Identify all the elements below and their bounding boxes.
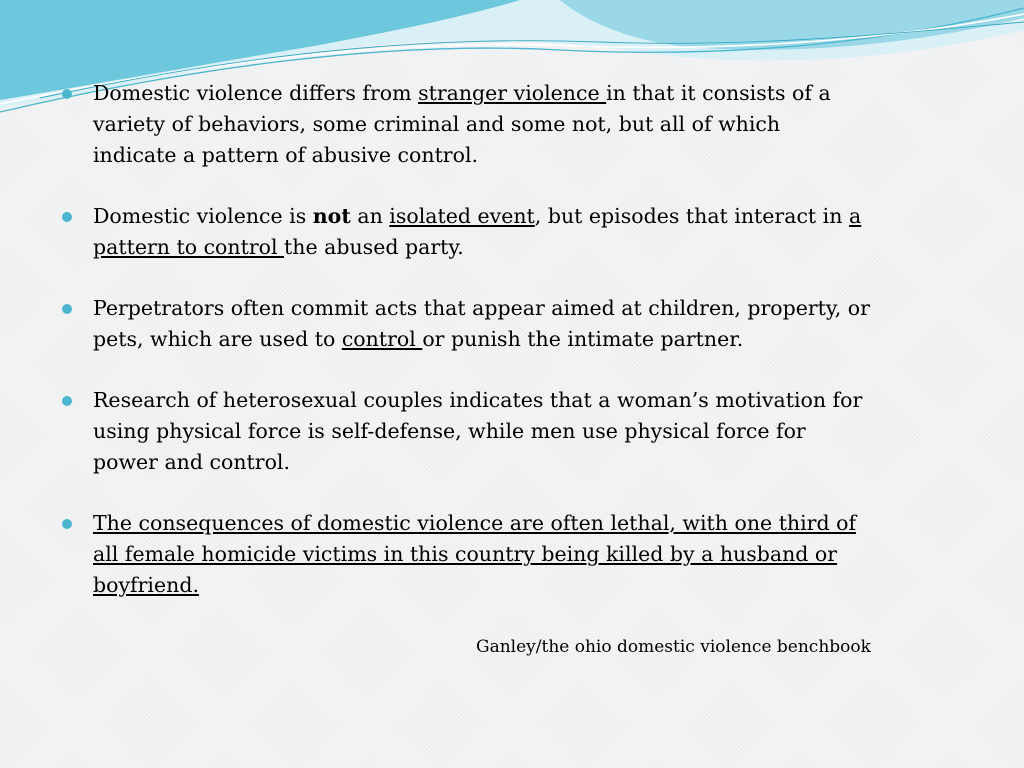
bullet-text-segment: in that it consists of a variety of behaviors, some criminal and some not, but all of which indicate a pattern of abusive control. bbox=[93, 81, 831, 167]
bullet-dot-icon bbox=[62, 519, 72, 529]
bullet-text-segment: , but episodes that interact in bbox=[534, 204, 849, 228]
bullet-text-segment: The consequences of domestic violence are often lethal, with one third of all female homicide victims in this country being killed by a husband or boyfriend. bbox=[93, 511, 857, 597]
citation: Ganley/the ohio domestic violence benchbook bbox=[476, 637, 871, 657]
bullet-text-segment: stranger violence bbox=[418, 81, 607, 105]
bullet-item bbox=[60, 385, 870, 478]
bullet-text-segment: an bbox=[350, 204, 390, 228]
bullet-dot-icon bbox=[62, 212, 72, 222]
bullet-text-segment: isolated event bbox=[389, 204, 535, 228]
bullet-text-segment: Domestic violence differs from bbox=[93, 81, 419, 105]
bullet-text-segment: or punish the intimate partner. bbox=[422, 327, 744, 351]
bullet-item bbox=[60, 78, 870, 171]
bullet-text-segment: the abused party. bbox=[284, 235, 464, 259]
bullet-text-segment: a pattern to control bbox=[93, 204, 862, 259]
bullet-text-segment: Perpetrators often commit acts that appear aimed at children, property, or pets, which are used to bbox=[93, 296, 870, 351]
bullet-dot-icon bbox=[62, 396, 72, 406]
bullet-item bbox=[60, 201, 870, 263]
bullet-item bbox=[60, 293, 870, 355]
bullet-dot-icon bbox=[62, 304, 72, 314]
bullet-text-segment: Domestic violence is bbox=[93, 204, 313, 228]
bullet-dot-icon bbox=[62, 89, 72, 99]
bullet-text-segment: control bbox=[341, 327, 423, 351]
bullet-text-segment: not bbox=[312, 204, 351, 228]
bullet-list bbox=[60, 78, 870, 631]
bullet-item bbox=[60, 508, 870, 601]
bullet-text-segment: Research of heterosexual couples indicates that a woman’s motivation for using physical force is self-defense, while men use physical force for power and control. bbox=[93, 388, 863, 474]
